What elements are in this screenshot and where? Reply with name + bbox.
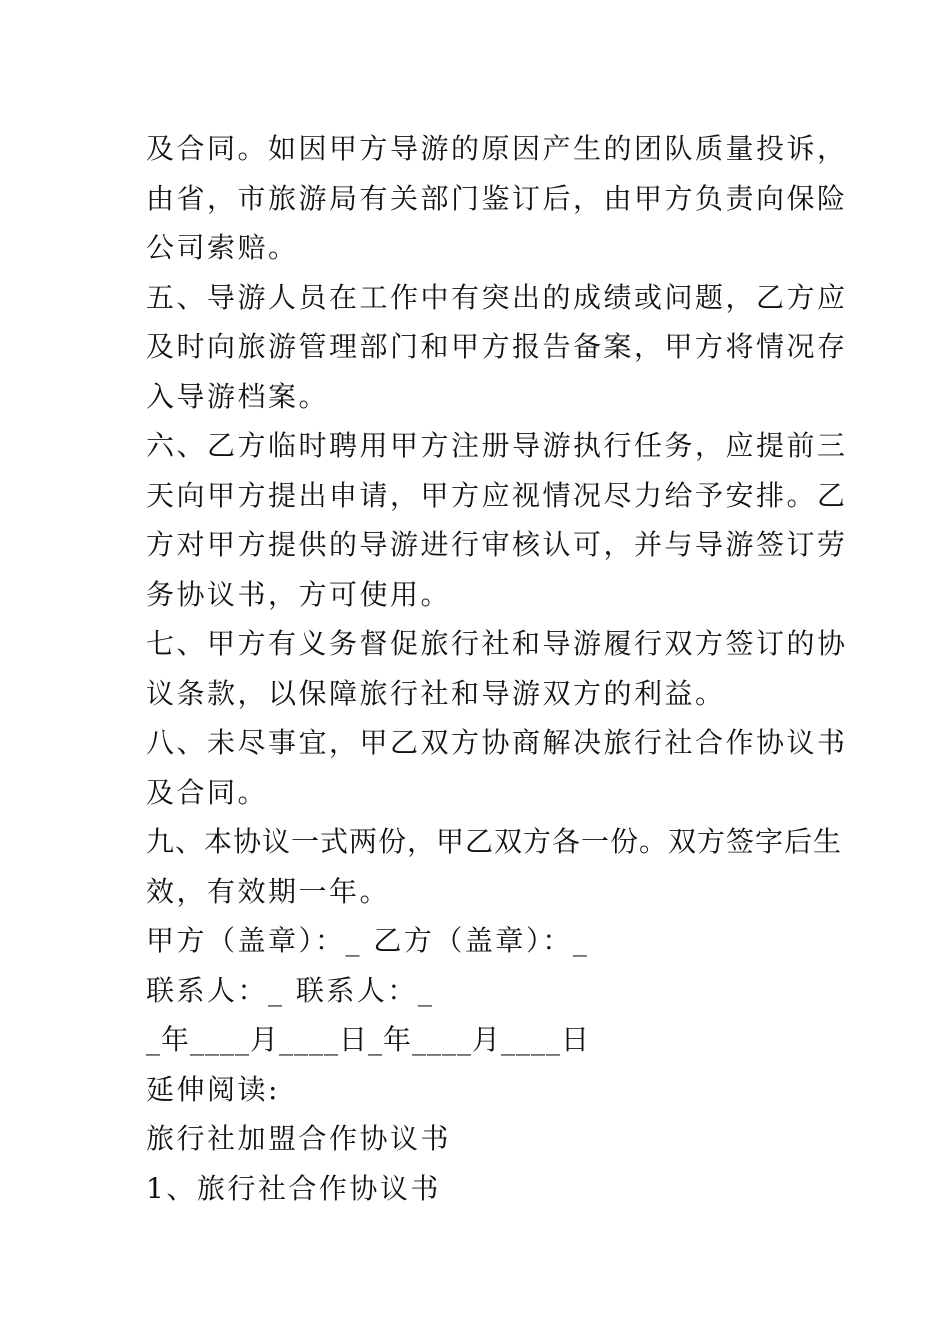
clause-five-line-2: 及时向旅游管理部门和甲方报告备案，甲方将情况存 [146,330,848,363]
further-reading-title: 旅行社加盟合作协议书 [146,1122,452,1155]
clause-six-line-3: 方对甲方提供的导游进行审核认可，并与导游签订劳 [146,528,848,561]
seal-line: 甲方（盖章）：_ 乙方（盖章）：_ [146,924,590,957]
clause-eight-line-1: 八、未尽事宜，甲乙双方协商解决旅行社合作协议书 [146,726,848,759]
date-line: _年____月____日_年____月____日 [146,1023,591,1056]
contact-line: 联系人：_ 联系人：_ [146,973,435,1007]
clause-six-line-1: 六、乙方临时聘用甲方注册导游执行任务，应提前三 [146,429,848,462]
clause-nine-line-1: 九、本协议一式两份，甲乙双方各一份。双方签字后生 [146,825,843,858]
clause-six-line-4: 务协议书，方可使用。 [146,577,452,611]
further-reading-item-1: 1、旅行社合作协议书 [146,1171,441,1205]
clause-nine-line-2: 效，有效期一年。 [146,874,391,908]
clause-seven-line-1: 七、甲方有义务督促旅行社和导游履行双方签订的协 [146,627,848,660]
further-reading-heading: 延伸阅读: [146,1072,280,1106]
clause-six-line-2: 天向甲方提出申请，甲方应视情况尽力给予安排。乙 [146,478,848,512]
text-line-2: 由省，市旅游局有关部门鉴订后，由甲方负责向保险 [146,181,848,215]
text-line-3: 公司索赔。 [146,231,299,264]
clause-five-line-1: 五、导游人员在工作中有突出的成绩或问题，乙方应 [146,280,848,314]
clause-seven-line-2: 议条款，以保障旅行社和导游双方的利益。 [146,676,726,710]
document-body [146,124,848,1213]
clause-eight-line-2: 及合同。 [146,775,269,809]
clause-five-line-3: 入导游档案。 [146,379,330,413]
text-line-1: 及合同。如因甲方导游的原因产生的团队质量投诉， [146,132,848,165]
